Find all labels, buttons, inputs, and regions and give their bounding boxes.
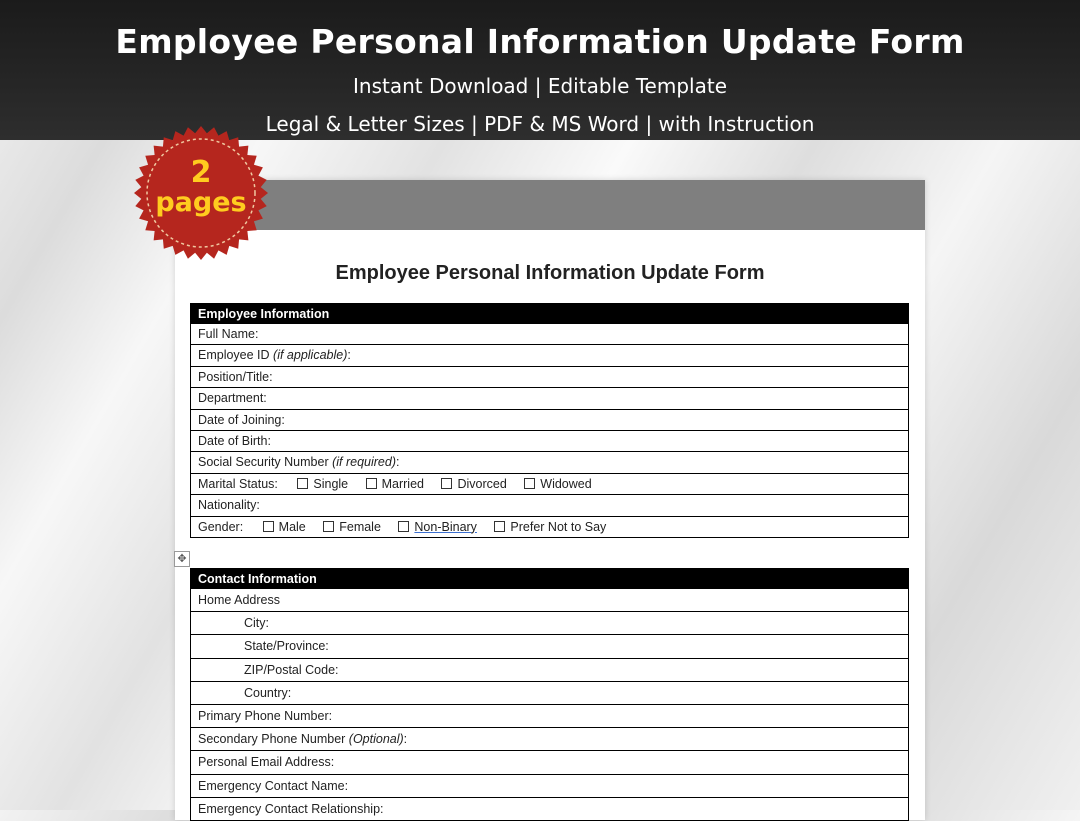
badge-number: 2 [190,155,212,190]
marital-option-married[interactable]: Married [366,474,424,494]
zip-field[interactable] [191,659,908,682]
date-of-joining-label: Date of Joining: [198,412,285,427]
emergency-contact-name-label: Emergency Contact Name: [198,778,349,793]
checkbox-icon[interactable] [263,521,274,532]
nationality-label: Nationality: [198,498,260,513]
checkbox-icon[interactable] [441,478,452,489]
gender-label: Gender: [198,519,244,534]
promo-banner [0,0,1080,140]
banner-title: Employee Personal Information Update Form [115,22,965,61]
pages-badge [133,125,269,261]
contact-information-table [190,568,909,821]
marital-status-label: Marital Status: [198,476,278,491]
employee-id-colon: : [347,348,351,363]
checkbox-icon[interactable] [494,521,505,532]
form-title: Employee Personal Information Update Form [335,262,765,284]
ssn-label: Social Security Number [198,455,333,470]
checkbox-icon[interactable] [323,521,334,532]
badge-label: pages [155,187,247,218]
marital-status-row [191,474,908,495]
city-field[interactable] [191,612,908,635]
gender-option-non-binary[interactable]: Non-Binary [398,517,477,537]
document-header-bar [175,180,925,230]
email-field[interactable] [191,751,908,774]
gender-option-male[interactable]: Male [263,517,306,537]
home-address-field[interactable] [191,589,908,612]
gender-option-female[interactable]: Female [323,517,381,537]
nationality-field[interactable] [191,495,908,516]
date-of-birth-field[interactable] [191,431,908,452]
emergency-contact-relationship-label: Emergency Contact Relationship: [198,801,384,816]
emergency-contact-name-field[interactable] [191,775,908,798]
department-field[interactable] [191,388,908,409]
date-of-joining-field[interactable] [191,410,908,431]
secondary-phone-label: Secondary Phone Number [198,732,349,747]
marital-option-single[interactable]: Single [297,474,348,494]
employee-information-table [190,303,909,538]
employee-information-heading: Employee Information [191,304,908,324]
position-label: Position/Title: [198,369,273,384]
secondary-phone-colon: : [403,732,408,747]
secondary-phone-field[interactable] [191,728,908,751]
employee-id-field[interactable] [191,345,908,366]
primary-phone-field[interactable] [191,705,908,728]
department-label: Department: [198,391,267,406]
country-label: Country: [244,685,292,700]
home-address-label: Home Address [198,593,280,607]
ssn-colon: : [396,455,400,470]
marital-option-divorced[interactable]: Divorced [441,474,506,494]
checkbox-icon[interactable] [366,478,377,489]
marital-option-widowed[interactable]: Widowed [524,474,591,494]
country-field[interactable] [191,682,908,705]
zip-label: ZIP/Postal Code: [244,662,339,677]
position-field[interactable] [191,367,908,388]
primary-phone-label: Primary Phone Number: [198,708,333,723]
state-label: State/Province: [244,639,329,654]
state-field[interactable] [191,635,908,658]
contact-information-heading: Contact Information [191,569,908,589]
table-move-handle-icon[interactable]: ✥ [174,551,190,567]
ssn-field[interactable] [191,452,908,473]
secondary-phone-note: (Optional) [348,732,404,747]
city-label: City: [244,616,269,631]
banner-subtitle-2: Legal & Letter Sizes | PDF & MS Word | with Instruction [265,112,815,136]
full-name-label: Full Name: [198,327,259,341]
email-label: Personal Email Address: [198,755,335,770]
emergency-contact-relationship-field[interactable] [191,798,908,821]
checkbox-icon[interactable] [297,478,308,489]
banner-subtitle-1: Instant Download | Editable Template [353,74,727,98]
checkbox-icon[interactable] [524,478,535,489]
ssn-note: (if required) [332,455,396,470]
date-of-birth-label: Date of Birth: [198,433,271,448]
document-page [175,180,925,820]
full-name-field[interactable] [191,324,908,345]
employee-id-note: (if applicable) [273,348,348,363]
gender-row [191,517,908,538]
employee-id-label: Employee ID [198,348,274,363]
checkbox-icon[interactable] [398,521,409,532]
gender-option-prefer-not[interactable]: Prefer Not to Say [494,517,606,537]
